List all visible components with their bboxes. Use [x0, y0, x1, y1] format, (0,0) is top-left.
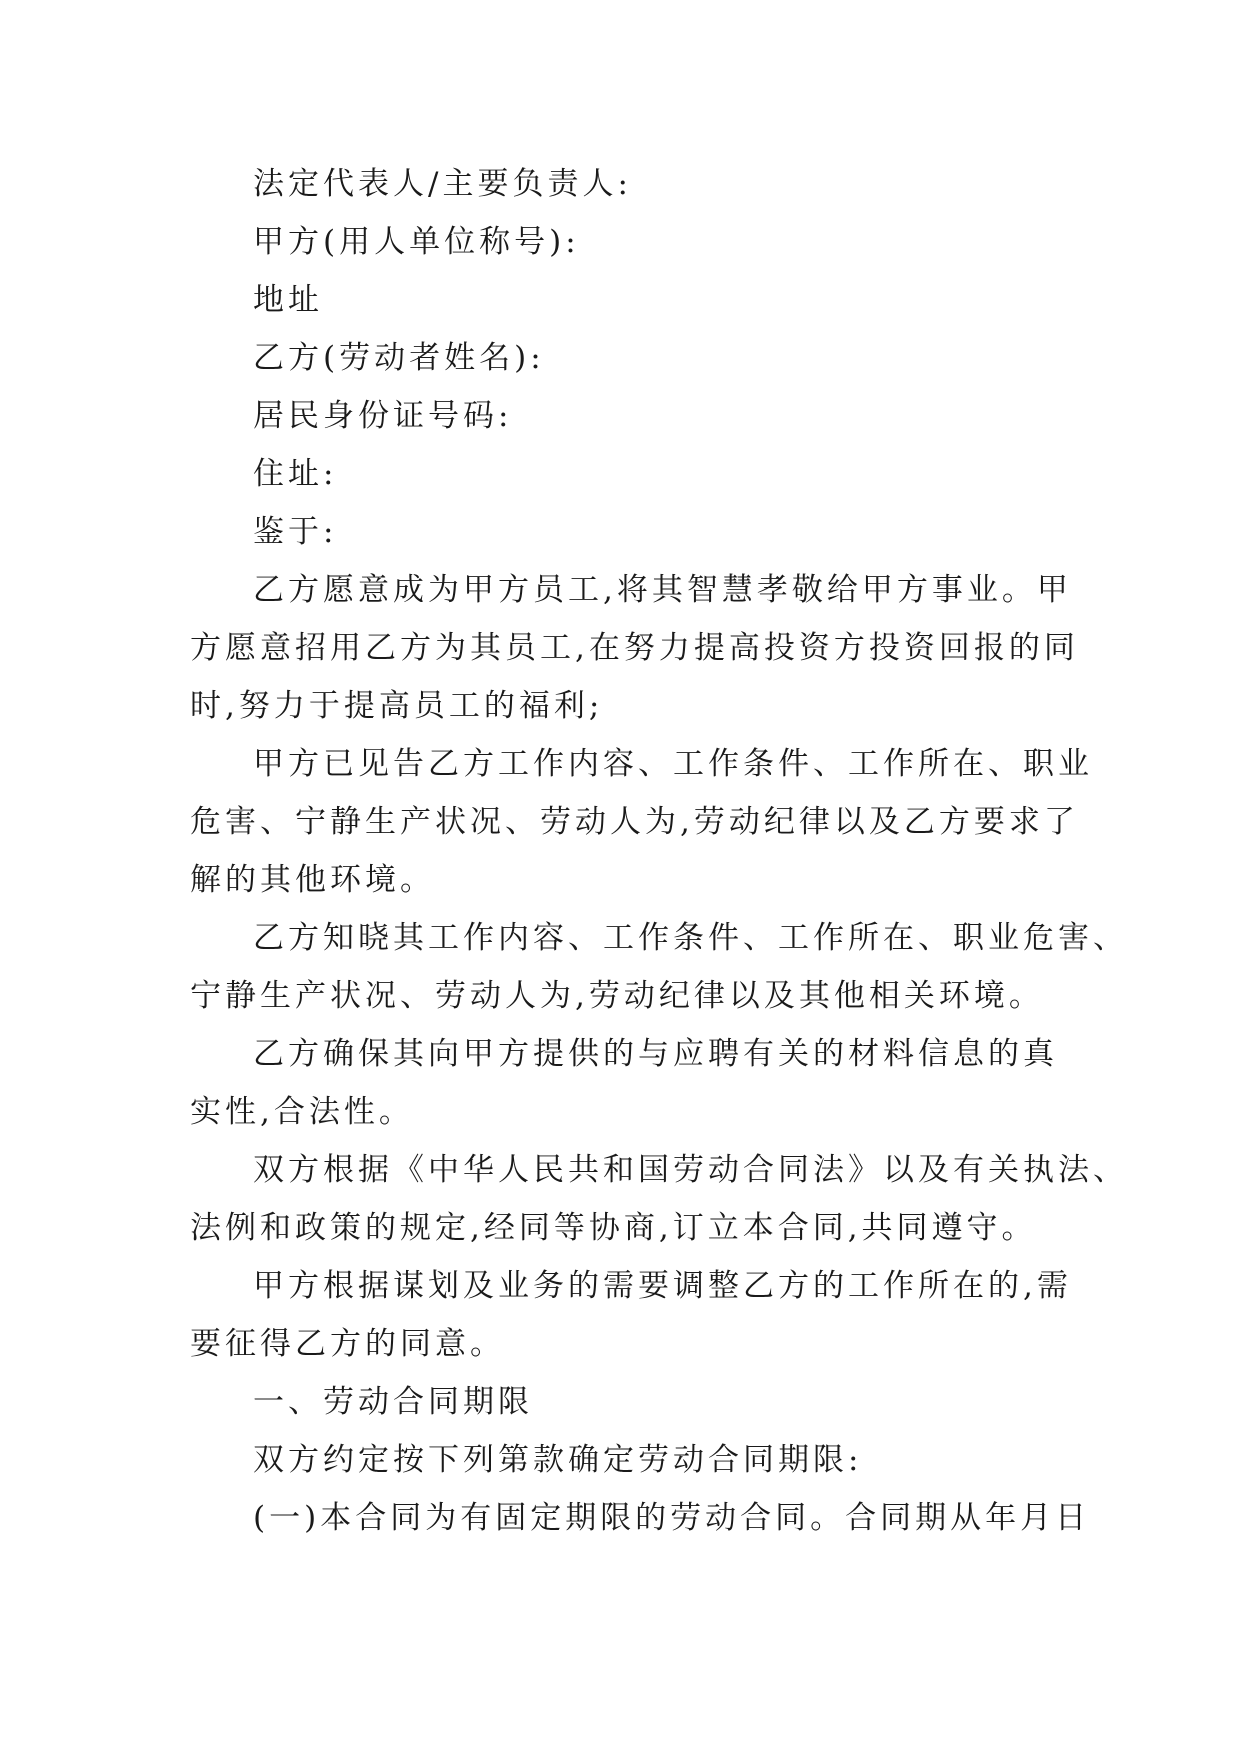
paragraph-line: 时,努力于提高员工的福利; [190, 688, 604, 724]
paragraph-line: 乙方愿意成为甲方员工,将其智慧孝敬给甲方事业。甲 [253, 572, 1072, 608]
paragraph-line: 甲方根据谋划及业务的需要调整乙方的工作所在的,需 [253, 1268, 1072, 1304]
paragraph-line: 方愿意招用乙方为其员工,在努力提高投资方投资回报的同 [190, 630, 1079, 666]
text-line-id-number: 居民身份证号码: [253, 398, 513, 434]
paragraph-line: 法例和政策的规定,经同等协商,订立本合同,共同遵守。 [190, 1210, 1037, 1246]
paragraph-line: 危害、宁静生产状况、劳动人为,劳动纪律以及乙方要求了 [190, 804, 1079, 840]
paragraph-line: 解的其他环境。 [190, 862, 435, 898]
text-line-party-a-name: 甲方(用人单位称号): [253, 224, 580, 260]
paragraph-line: 实性,合法性。 [190, 1094, 414, 1130]
text-line-party-b-name: 乙方(劳动者姓名): [253, 340, 545, 376]
paragraph-line: 乙方确保其向甲方提供的与应聘有关的材料信息的真 [253, 1036, 1058, 1072]
paragraph-line: (一)本合同为有固定期限的劳动合同。合同期从年月日 [253, 1500, 1091, 1536]
document-body [190, 155, 1128, 1547]
text-line-legal-representative: 法定代表人/主要负责人: [253, 166, 632, 202]
text-line-address: 地址 [253, 282, 323, 318]
paragraph-line: 甲方已见告乙方工作内容、工作条件、工作所在、职业 [253, 746, 1093, 782]
paragraph-line: 宁静生产状况、劳动人为,劳动纪律以及其他相关环境。 [190, 978, 1044, 1014]
paragraph-line: 双方根据《中华人民共和国劳动合同法》以及有关执法、 [253, 1152, 1128, 1188]
paragraph-line: 乙方知晓其工作内容、工作条件、工作所在、职业危害、 [253, 920, 1128, 956]
text-line-residence: 住址: [253, 456, 338, 492]
text-line-whereas: 鉴于: [253, 514, 338, 550]
paragraph-line: 要征得乙方的同意。 [190, 1326, 505, 1362]
paragraph-line: 双方约定按下列第款确定劳动合同期限: [253, 1442, 863, 1478]
section-heading-contract-term: 一、劳动合同期限 [253, 1384, 533, 1420]
